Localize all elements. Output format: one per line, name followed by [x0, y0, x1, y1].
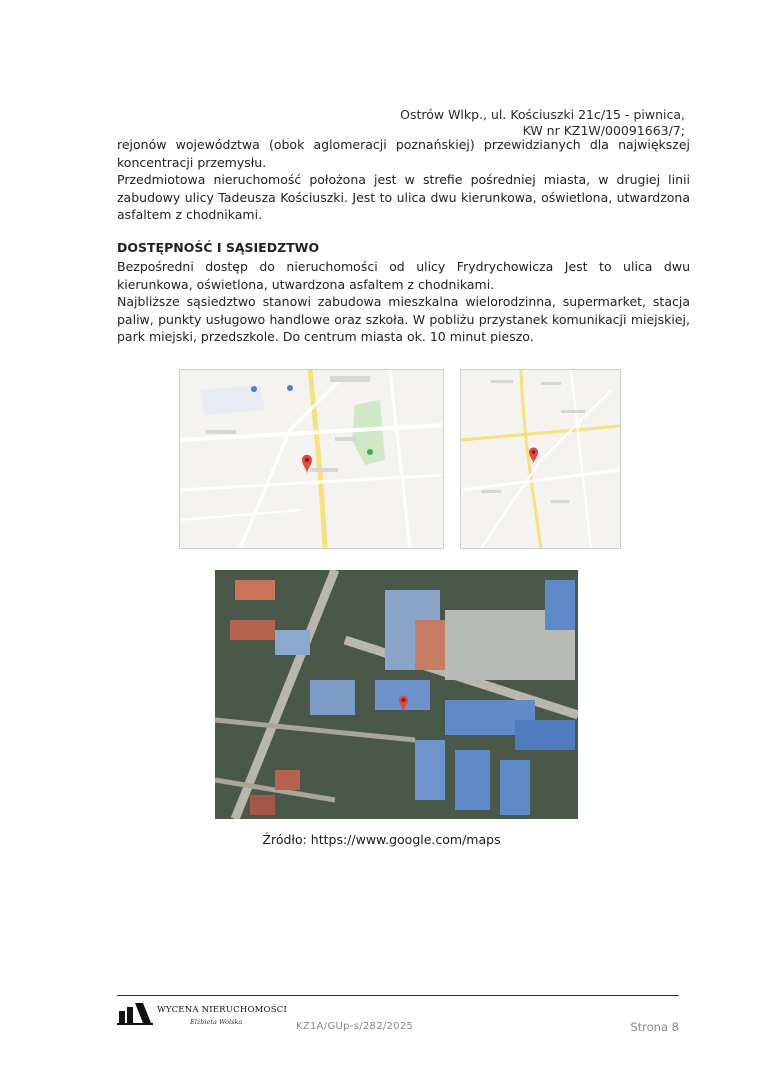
map-source-caption: Źródło: https://www.google.com/maps — [262, 832, 501, 847]
page-number: Strona 8 — [630, 1020, 679, 1034]
street-map-wide-graphic — [461, 370, 620, 548]
footer-divider — [117, 995, 679, 996]
company-logo — [117, 1001, 153, 1025]
document-reference: KZ1A/GUp-s/282/2025 — [296, 1021, 414, 1032]
company-owner: Elżbieta Wolska — [190, 1018, 243, 1026]
header-address: Ostrów Wlkp., ul. Kościuszki 21c/15 - piwnica, — [400, 107, 685, 122]
street-map-close-graphic — [180, 370, 443, 548]
header-land-register: KW nr KZ1W/00091663/7; — [522, 123, 685, 138]
paragraph-access: Bezpośredni dostęp do nieruchomości od ulicy Frydrychowicza Jest to ulica dwu kierunkowa, oświetlona, utwardzona asfaltem z chodnikami. — [117, 259, 690, 292]
street-map-wide — [460, 369, 621, 549]
company-name: WYCENA NIERUCHOMOŚCI — [157, 1005, 287, 1015]
document-header — [400, 107, 685, 139]
satellite-map — [215, 570, 578, 819]
paragraph-neighbourhood: Najbliższe sąsiedztwo stanowi zabudowa mieszkalna wielorodzinna, supermarket, stacja paliw, punkty usługowo handlowe oraz szkoła. W pobliżu przystanek komunikacji miejskiej, park miejski, przedszkole. Do centrum miasta ok. 10 minut pieszo. — [117, 294, 690, 344]
street-map-close — [179, 369, 444, 549]
paragraph-region: rejonów województwa (obok aglomeracji poznańskiej) przewidzianych dla największej koncentracji przemysłu. — [117, 137, 690, 170]
satellite-map-graphic — [215, 570, 578, 819]
section-heading-access: DOSTĘPNOŚĆ I SĄSIEDZTWO — [117, 240, 320, 255]
company-logo-icon — [117, 1001, 153, 1025]
paragraph-location: Przedmiotowa nieruchomość położona jest w strefie pośredniej miasta, w drugiej linii zabudowy ulicy Tadeusza Kościuszki. Jest to ulica dwu kierunkowa, oświetlona, utwardzona asfaltem z chodnikami. — [117, 172, 690, 222]
